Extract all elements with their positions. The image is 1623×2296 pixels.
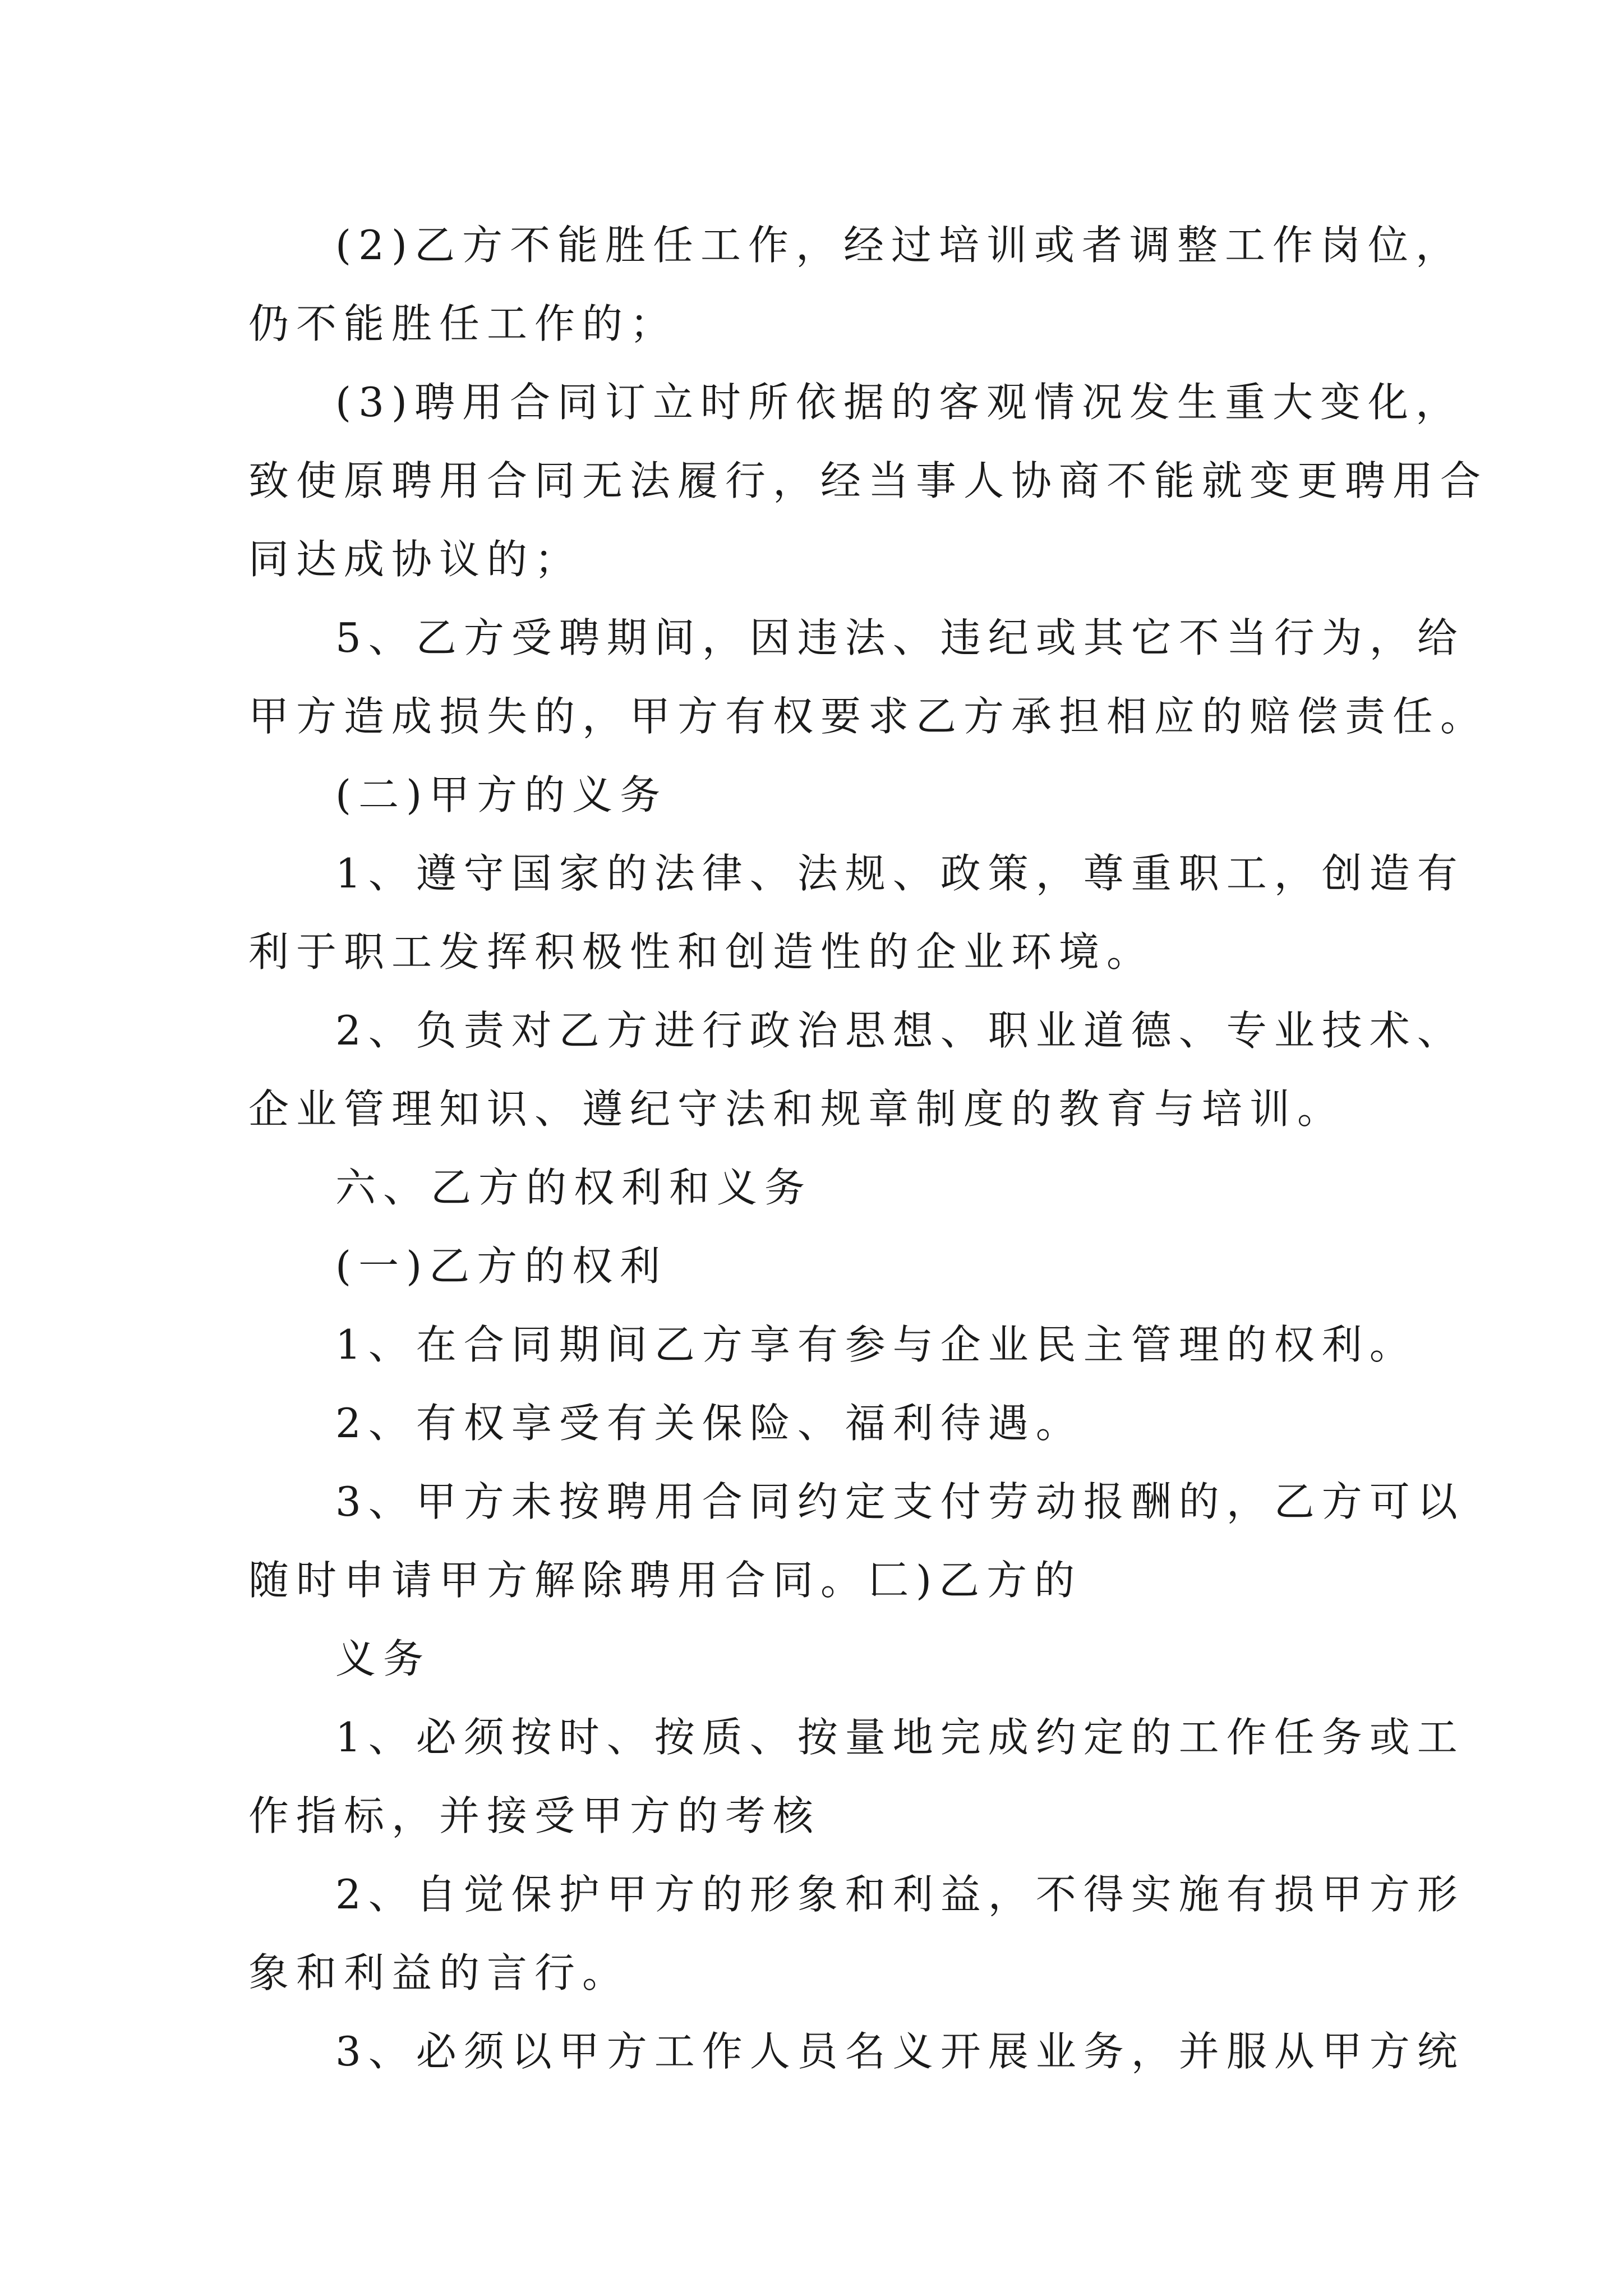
text-line: 象和利益的言行。 xyxy=(248,1949,630,1996)
text-line: 2、有权享受有关保险、福利待遇。 xyxy=(335,1400,1083,1447)
text-line: (一)乙方的权利 xyxy=(335,1243,668,1290)
text-line: 仍不能胜任工作的； xyxy=(248,300,678,347)
text-line: 3、必须以甲方工作人员名义开展业务，并服从甲方统 xyxy=(335,2028,1465,2075)
text-line: 甲方造成损失的，甲方有权要求乙方承担相应的赔偿责任。 xyxy=(248,693,1488,740)
text-line: 1、在合同期间乙方享有参与企业民主管理的权利。 xyxy=(335,1321,1417,1368)
text-line: (2)乙方不能胜任工作，经过培训或者调整工作岗位， xyxy=(335,222,1463,269)
text-line: 利于职工发挥积极性和创造性的企业环境。 xyxy=(248,928,1155,976)
text-line: 1、必须按时、按质、按量地完成约定的工作任务或工 xyxy=(335,1714,1465,1761)
text-line: 致使原聘用合同无法履行，经当事人协商不能就变更聘用合 xyxy=(248,457,1488,504)
text-line: 同达成协议的； xyxy=(248,536,583,583)
text-line: 随时申请甲方解除聘用合同。匚)乙方的 xyxy=(248,1557,1082,1604)
text-line: 企业管理知识、遵纪守法和规章制度的教育与培训。 xyxy=(248,1085,1345,1133)
text-line: 2、自觉保护甲方的形象和利益，不得实施有损甲方形 xyxy=(335,1871,1465,1918)
text-line: 1、遵守国家的法律、法规、政策，尊重职工，创造有 xyxy=(335,850,1465,897)
text-line: 作指标，并接受甲方的考核 xyxy=(248,1792,821,1839)
text-line: 义务 xyxy=(335,1635,431,1682)
text-line: 六、乙方的权利和义务 xyxy=(335,1164,813,1211)
text-line: 5、乙方受聘期间，因违法、违纪或其它不当行为，给 xyxy=(335,614,1465,661)
text-line: 3、甲方未按聘用合同约定支付劳动报酬的，乙方可以 xyxy=(335,1478,1465,1525)
text-line: (二)甲方的义务 xyxy=(335,771,668,818)
text-line: 2、负责对乙方进行政治思想、职业道德、专业技术、 xyxy=(335,1007,1465,1054)
text-line: (3)聘用合同订立时所依据的客观情况发生重大变化， xyxy=(335,379,1463,426)
